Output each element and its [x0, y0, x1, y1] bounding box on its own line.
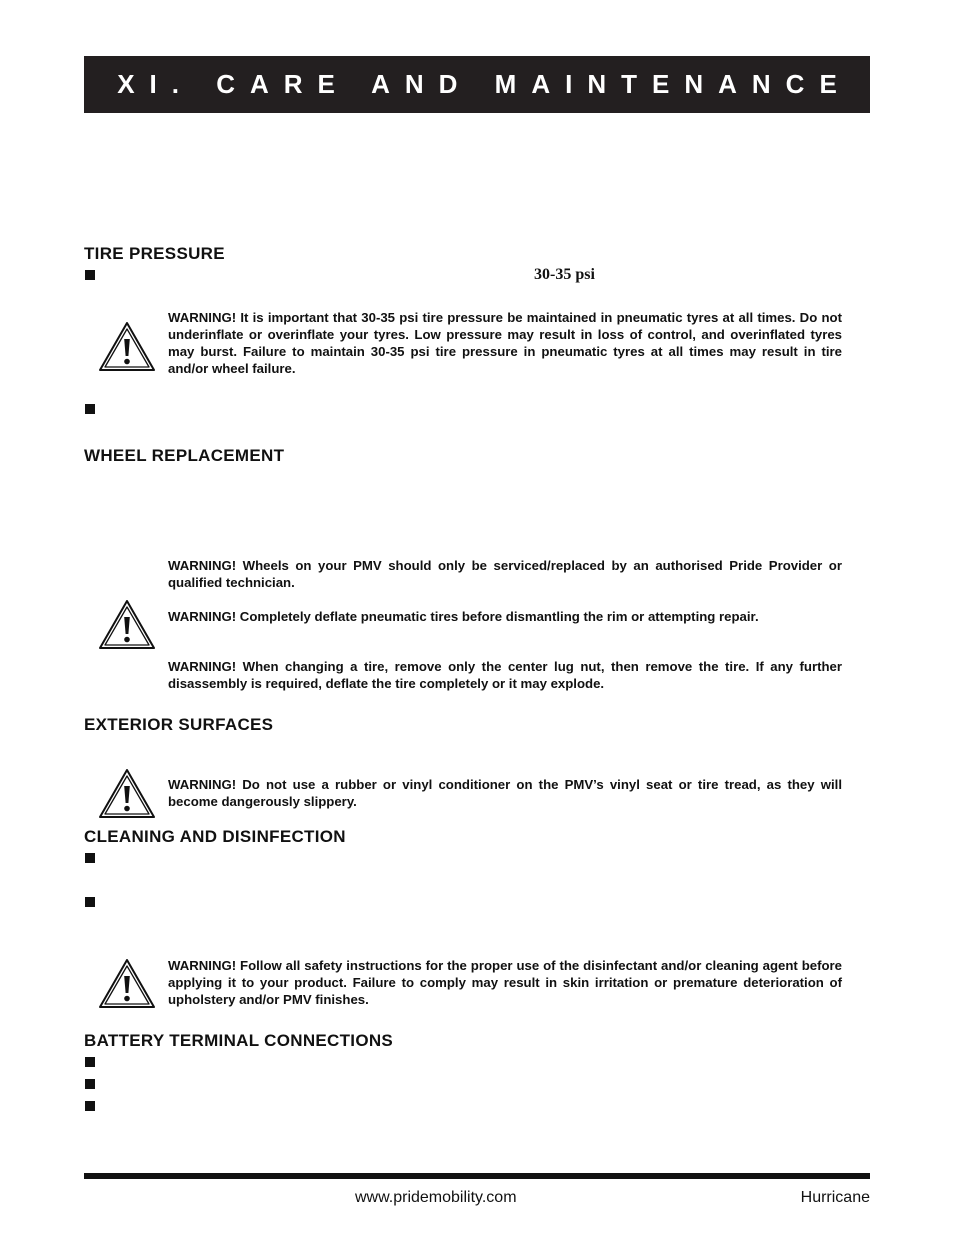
cleaning-warning: WARNING! Follow all safety instructions for the proper use of the disinfectant and/or cleaning agent before applying it to your product. Failure to comply may result in skin irritation or premature deterioration of upholstery and/or PMV finishes.: [168, 958, 842, 1007]
square-bullet-icon: [85, 1079, 95, 1089]
warning-triangle-icon: [98, 958, 156, 1010]
psi-value: 30-35 psi: [534, 266, 595, 283]
tire-pressure-heading: TIRE PRESSURE: [84, 244, 225, 263]
exterior-warning: WARNING! Do not use a rubber or vinyl conditioner on the PMV’s vinyl seat or tire tread, as they will become dangerously slippery.: [168, 777, 842, 809]
square-bullet-icon: [85, 853, 95, 863]
footer-model: Hurricane: [800, 1189, 870, 1206]
square-bullet-icon: [85, 1057, 95, 1067]
warning-triangle-icon: [98, 321, 156, 373]
wheel-replacement-heading: WHEEL REPLACEMENT: [84, 446, 285, 465]
square-bullet-icon: [85, 1101, 95, 1111]
battery-heading: BATTERY TERMINAL CONNECTIONS: [84, 1031, 394, 1050]
tire-pressure-warning: WARNING! It is important that 30-35 psi tire pressure be maintained in pneumatic tyres at all times. Do not underinflate or overinflate your tyres. Low pressure may result in loss of control, and overinflated tyres may burst. Failure to maintain 30-35 psi tire pressure in pneumatic tyres at all times may result in tire and/or wheel failure.: [168, 310, 842, 376]
page-title: XI. CARE AND MAINTENANCE: [117, 69, 852, 99]
warning-triangle-icon: [98, 768, 156, 820]
wheel-warning-3: WARNING! When changing a tire, remove only the center lug nut, then remove the tire. If any further disassembly is required, deflate the tire completely or it may explode.: [168, 659, 842, 691]
exterior-surfaces-heading: EXTERIOR SURFACES: [84, 715, 274, 734]
square-bullet-icon: [85, 897, 95, 907]
section-title-banner: [84, 56, 870, 113]
cleaning-heading: CLEANING AND DISINFECTION: [84, 827, 346, 846]
footer-rule: [84, 1173, 870, 1179]
square-bullet-icon: [85, 270, 95, 280]
footer-url: www.pridemobility.com: [355, 1189, 517, 1206]
warning-triangle-icon: [98, 599, 156, 651]
square-bullet-icon: [85, 404, 95, 414]
wheel-warning-1: WARNING! Wheels on your PMV should only be serviced/replaced by an authorised Pride Provider or qualified technician.: [168, 558, 842, 590]
wheel-warning-2: WARNING! Completely deflate pneumatic tires before dismantling the rim or attempting repair.: [168, 609, 759, 624]
